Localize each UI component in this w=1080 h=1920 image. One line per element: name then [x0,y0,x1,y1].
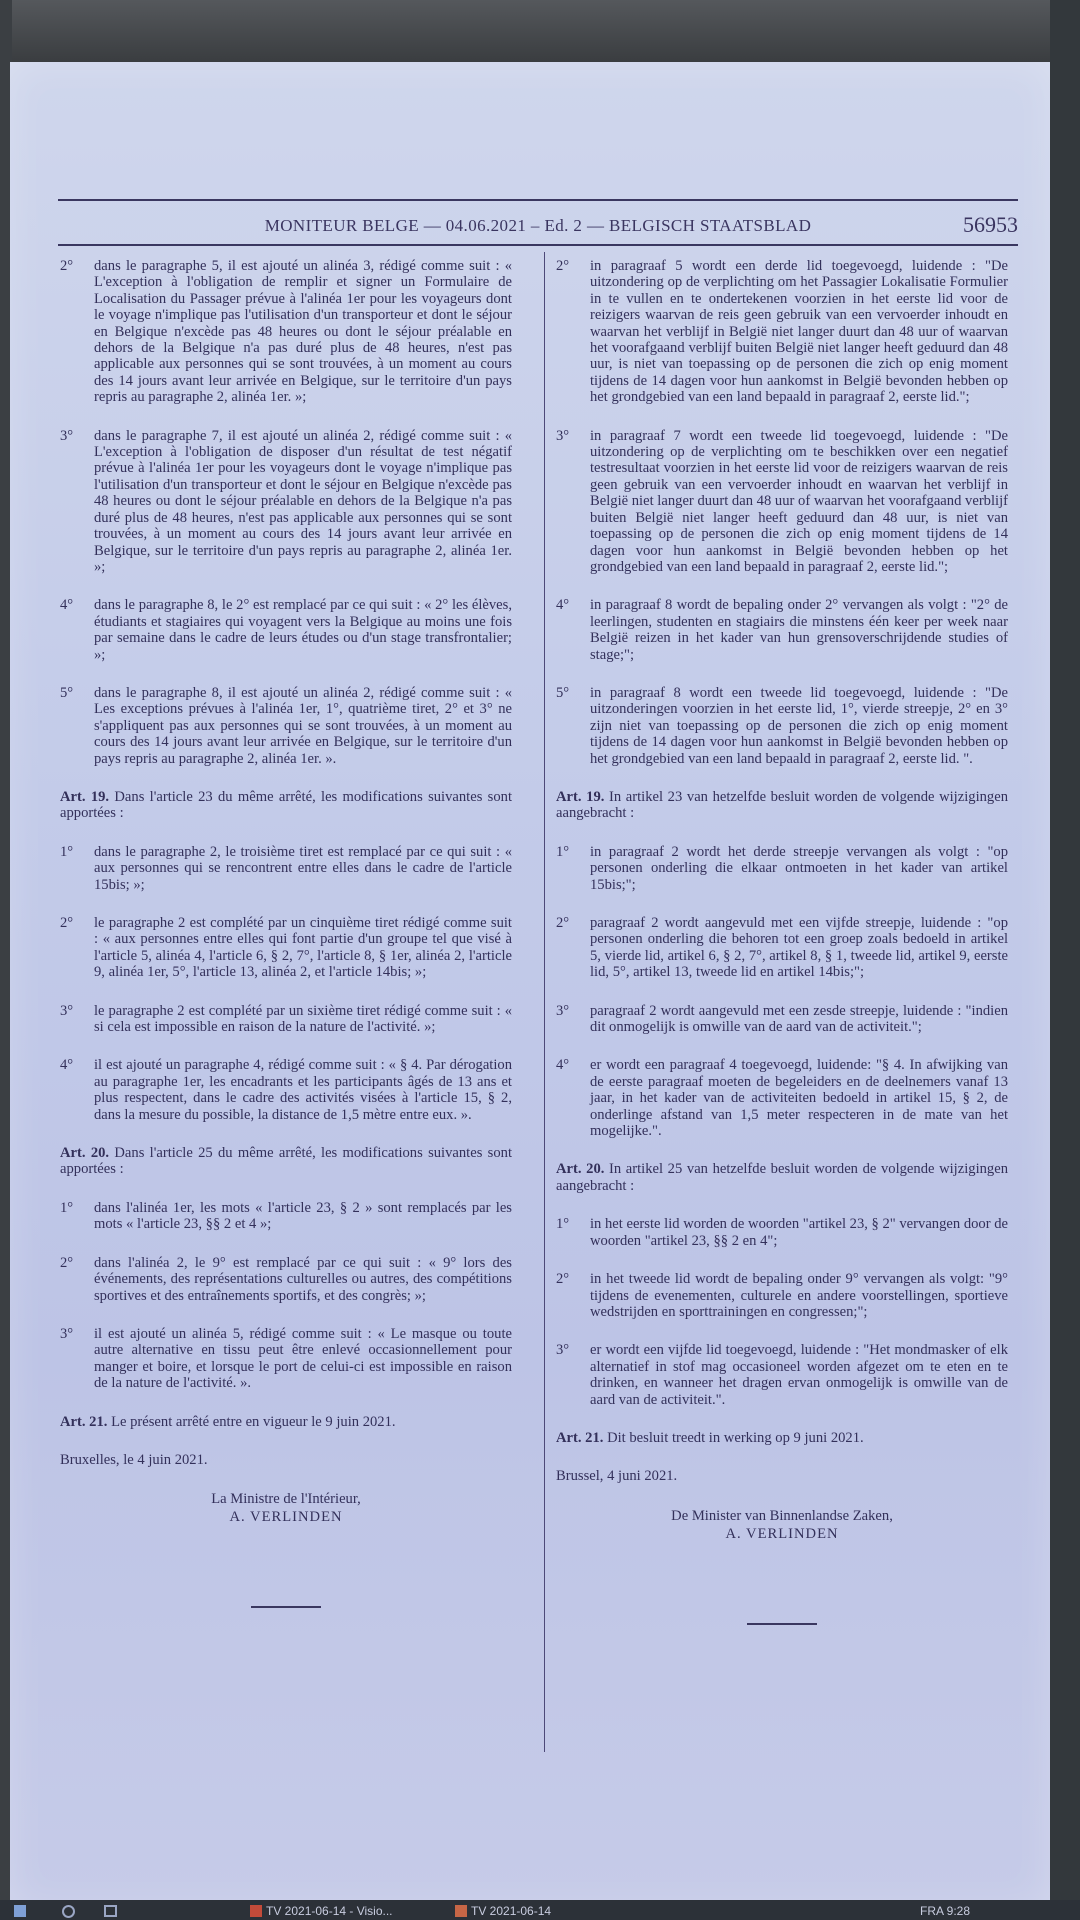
article-text: In artikel 23 van hetzelfde besluit worden de volgende wijzigingen aangebracht : [556,788,1008,822]
item-number: 3° [556,1342,570,1359]
article-19-intro [60,789,512,822]
item-text: er wordt een vijfde lid toegevoegd, luidende : "Het mondmasker of elk alternatief in stof mag occasioneel worden afgezet om te eten en te drinken, en wanneer het dragen ervan onmogelijk is omwille van de aard van de activiteit.". [590,1342,1008,1408]
item-number: 2° [556,258,570,274]
item-text: in het tweede lid wordt de bepaling onder 9° vervangen als volgt: "9° tijdens de evenementen, culturele en andere voorstellingen, sportieve wedstrijden en sporttrainingen en congressen;"; [590,1271,1008,1320]
taskbar-app-video[interactable] [455,1903,551,1919]
search-button[interactable] [62,1903,75,1919]
taskbar-app-label: TV 2021-06-14 - Visio... [266,1904,393,1918]
item-number: 1° [556,1216,570,1233]
numbered-item [60,844,512,893]
closing-rule [747,1623,817,1625]
numbered-item [60,597,512,663]
item-text: in paragraaf 2 wordt het derde streepje vervangen als volgt : "op personen onderling die elkaar ontmoeten in het kader van artikel 15bis;"; [590,843,1008,893]
page-header [58,210,1018,246]
item-text: dans l'alinéa 1er, les mots « l'article 23, § 2 » sont remplacés par les mots « l'article 23, §§ 2 et 4 »; [94,1199,512,1233]
article-20-intro [60,1145,512,1178]
article-19-intro [556,789,1008,822]
numbered-item [60,1003,512,1036]
numbered-item [556,685,1008,767]
french-column [60,258,512,1608]
powerpoint-icon [250,1905,262,1917]
numbered-item [556,1271,1008,1320]
taskbar-app-powerpoint[interactable] [250,1903,393,1919]
item-number: 2° [556,1271,570,1288]
article-label: Art. 19. [556,788,605,805]
closing-rule [251,1606,321,1608]
dutch-column [556,258,1008,1625]
item-text: er wordt een paragraaf 4 toegevoegd, luidende: "§ 4. In afwijking van de eerste paragraaf moeten de begeleiders en de deelnemers vanaf 13 jaar, in het kader van de activiteiten bedoeld in artikel 15, § 2, de onderlinge afstand van 1,5 meter respecteren in de mate van het mogelijke.". [590,1057,1008,1140]
article-21 [60,1414,512,1430]
task-view-button[interactable] [104,1903,117,1919]
numbered-item [60,258,512,406]
video-icon [455,1905,467,1917]
item-number: 3° [60,1325,74,1342]
numbered-item [60,1057,512,1123]
place-date: Brussel, 4 juni 2021. [556,1468,678,1485]
item-number: 5° [556,684,570,701]
taskbar-app-label: TV 2021-06-14 [471,1904,552,1918]
item-number: 2° [60,915,74,931]
monitor-bezel-right [1050,0,1080,1920]
item-text: in paragraaf 7 wordt een tweede lid toegevoegd, luidende : "De uitzondering op de verplichting om te beschikken over een negatief testresultaat voorzien in het eerste lid voor de reizigers waarvan de reis geen gebruik van een vervoerder inhoudt en waarvan het verblijf in België niet langer duurt dan 48 uur of waarvan het voorafgaand verblijf buiten België niet langer heeft geduurd dan 48 uur, is niet van toepassing op de personen die zich op enig moment tijdens de 14 dagen voor hun aankomst in België bevonden hebben op het grondgebied van een land bepaald in paragraaf 2, eerste lid."; [590,427,1008,575]
article-label: Art. 20. [60,1145,110,1162]
numbered-item [556,844,1008,893]
document-page [10,62,1050,1910]
numbered-item [556,428,1008,576]
article-label: Art. 21. [556,1429,604,1446]
signatory-role: De Minister van Binnenlandse Zaken, [671,1507,893,1524]
item-number: 2° [60,258,74,274]
numbered-item [556,258,1008,406]
item-text: dans le paragraphe 5, il est ajouté un alinéa 3, rédigé comme suit : « L'exception à l'obligation de remplir et signer un Formulaire de Localisation du Passager prévue à l'alinéa 1er pour les voyageurs dont le voyage n'implique pas l'utilisation d'un transporteur et dont le séjour en Belgique n'excède pas 48 heures ou dont le séjour préalable en dehors de la Belgique n'a pas duré plus de 48 heures, n'est pas applicable aux personnes qui se sont trouvées, à un moment au cours des 14 jours avant leur arrivée en Belgique, sur le territoire d'un pays repris au paragraphe 2, alinéa 1er. »; [94,258,512,406]
signatory-name: A. VERLINDEN [229,1509,343,1526]
start-button[interactable] [14,1903,26,1919]
numbered-item [60,685,512,767]
item-text: dans le paragraphe 2, le troisième tiret est remplacé par ce qui suit : « aux personnes qui se rencontrent entre elles dans le cadre de l'article 15bis; »; [94,843,512,893]
header-rule-top [58,199,1018,201]
windows-taskbar [0,1900,1080,1920]
item-text: paragraaf 2 wordt aangevuld met een vijfde streepje, luidende : "op personen onderling die behoren tot een groep zoals bedoeld in artikel 5, vierde lid, artikel 6, § 2, 7°, artikel 8, § 1, tweede lid, artikel 9, eerste lid, 5°, artikel 13, tweede lid en artikel 14bis;"; [590,915,1008,981]
numbered-item [60,1255,512,1304]
item-number: 4° [60,1057,74,1074]
item-text: le paragraphe 2 est complété par un cinquième tiret rédigé comme suit : « aux personnes entre elles qui font partie d'un groupe tel que visé à l'article 5, alinéa 4, l'article 6, § 2, 7°, l'article 8, § 1er, alinéa 2, l'article 9, alinéa 1er, 5°, l'article 13, alinéa 2, et l'article 14bis; »; [94,915,512,981]
item-number: 1° [60,843,74,860]
item-number: 4° [60,597,74,614]
search-icon [62,1905,75,1918]
item-text: dans le paragraphe 7, il est ajouté un alinéa 2, rédigé comme suit : « L'exception à l'obligation de disposer d'un résultat de test négatif prévue à l'alinéa 1er pour les voyageurs dont le voyage n'implique pas l'utilisation d'un transporteur et dont le séjour en Belgique n'excède pas 48 heures ou dont le séjour préalable en dehors de la Belgique n'a pas duré plus de 48 heures, n'est pas applicable aux personnes qui se sont trouvées, à un moment au cours des 14 jours avant leur arrivée en Belgique, sur le territoire d'un pays repris au paragraphe 2, alinéa 1er. »; [94,427,512,575]
item-number: 5° [60,684,74,701]
item-text: il est ajouté un alinéa 5, rédigé comme suit : « Le masque ou toute autre alternative en tissu peut être enlevé occasionnellement pour manger et boire, et lorsque le port de celui-ci est impossible en raison de la nature de l'activité. ». [94,1325,512,1392]
article-20-intro [556,1161,1008,1194]
item-text: il est ajouté un paragraphe 4, rédigé comme suit : « § 4. Par dérogation au paragraphe 1er, les encadrants et les participants âgés de 13 ans et plus respectent, dans le cadre des activités visées à l'article 15, § 2, dans la mesure du possible, la distance de 1,5 mètre entre eux. ». [94,1057,512,1123]
item-text: paragraaf 2 wordt aangevuld met een zesde streepje, luidende : "indien dit onmogelijk is omwille van de aard van de activiteit."; [590,1002,1008,1036]
numbered-item [60,1326,512,1392]
article-label: Art. 19. [60,788,110,805]
column-divider [544,252,545,1752]
item-text: le paragraphe 2 est complété par un sixième tiret rédigé comme suit : « si cela est impossible en raison de la nature de l'activité. »; [94,1002,512,1036]
item-number: 4° [556,1057,570,1074]
article-text: In artikel 25 van hetzelfde besluit worden de volgende wijzigingen aangebracht : [556,1161,1008,1194]
article-text: Le présent arrêté entre en vigueur le 9 juin 2021. [111,1413,396,1430]
numbered-item [60,1200,512,1233]
article-text: Dit besluit treedt in werking op 9 juni 2021. [607,1429,864,1446]
system-tray[interactable] [920,1903,970,1919]
numbered-item [60,428,512,576]
numbered-item [556,597,1008,663]
item-text: dans l'alinéa 2, le 9° est remplacé par ce qui suit : « 9° lors des événements, des représentations culturelles ou autres, des compétitions sportives et des entraînements sportifs, et des congrès; »; [94,1254,512,1304]
tray-clock: FRA 9:28 [920,1904,971,1918]
article-21 [556,1430,1008,1446]
item-number: 2° [556,915,570,931]
item-number: 3° [60,427,74,444]
signature-block [556,1507,1008,1543]
article-label: Art. 21. [60,1413,108,1430]
item-text: in paragraaf 8 wordt de bepaling onder 2° vervangen als volgt : "2° de leerlingen, studenten en stagiairs die minstens één keer per week naar België reizen in het kader van hun grensoverschrijdende studies of stage;"; [590,597,1008,663]
page-title: MONITEUR BELGE — 04.06.2021 – Ed. 2 — BELGISCH STAATSBLAD [264,216,812,235]
article-text: Dans l'article 25 du même arrêté, les modifications suivantes sont apportées : [60,1145,513,1178]
place-date: Bruxelles, le 4 juin 2021. [60,1451,208,1468]
numbered-item [60,915,512,981]
item-text: in paragraaf 5 wordt een derde lid toegevoegd, luidende : "De uitzondering op de verplichting om het Passagier Lokalisatie Formulier in te vullen en te ondertekenen voorzien in het eerste lid voor de reizigers waarvan de reis geen gebruik van een vervoerder inhoudt en waarvan het verblijf in België niet langer duurt dan 48 uur of waarvan het voorafgaand verblijf buiten België niet langer heeft geduurd dan 48 uur, is niet van toepassing op de personen die zich op enig moment tijdens de 14 dagen voor hun aankomst in België bevonden hebben op het grondgebied van een land bepaald in paragraaf 2, eerste lid."; [590,258,1008,406]
item-number: 3° [556,427,570,444]
item-number: 3° [556,1002,570,1019]
monitor-bezel-top [0,0,1080,62]
numbered-item [556,1216,1008,1249]
numbered-item [556,1342,1008,1408]
numbered-item [556,1003,1008,1036]
task-view-icon [104,1905,117,1917]
item-number: 1° [60,1199,74,1216]
item-number: 2° [60,1254,74,1271]
item-text: dans le paragraphe 8, il est ajouté un alinéa 2, rédigé comme suit : « Les exceptions prévues à l'alinéa 1er, 1°, quatrième tiret, 2° et 3° ne s'appliquent pas aux personnes qui se sont trouvées, à un moment au cours des 14 jours avant leur arrivée en Belgique, sur le territoire d'un pays repris au paragraphe 2, alinéa 1er. ». [94,684,512,767]
item-text: dans le paragraphe 8, le 2° est remplacé par ce qui suit : « 2° les élèves, étudiants et stagiaires qui voyagent vers la Belgique au moins une fois par semaine dans le cadre de leurs études ou d'un stage transfrontalier; »; [94,597,512,663]
item-text: in paragraaf 8 wordt een tweede lid toegevoegd, luidende : "De uitzonderingen voorzien in het eerste lid, 1°, vierde streepje, 2° en 3° zijn niet van toepassing op de personen die zich op enig moment tijdens de 14 dagen voor hun aankomst in België bevonden hebben op het grondgebied van een land bepaald in paragraaf 2, eerste lid. ". [590,684,1008,767]
article-text: Dans l'article 23 du même arrêté, les modifications suivantes sont apportées : [60,788,513,822]
windows-start-icon [14,1905,26,1917]
signatory-name: A. VERLINDEN [725,1525,839,1542]
signatory-role: La Ministre de l'Intérieur, [211,1491,361,1508]
item-text: in het eerste lid worden de woorden "artikel 23, § 2" vervangen door de woorden "artikel 23, §§ 2 en 4"; [590,1216,1008,1249]
page-number: 56953 [963,212,1018,237]
item-number: 3° [60,1002,74,1019]
numbered-item [556,915,1008,981]
numbered-item [556,1057,1008,1139]
signature-block [60,1490,512,1526]
item-number: 4° [556,597,570,614]
item-number: 1° [556,843,570,860]
article-label: Art. 20. [556,1161,605,1178]
